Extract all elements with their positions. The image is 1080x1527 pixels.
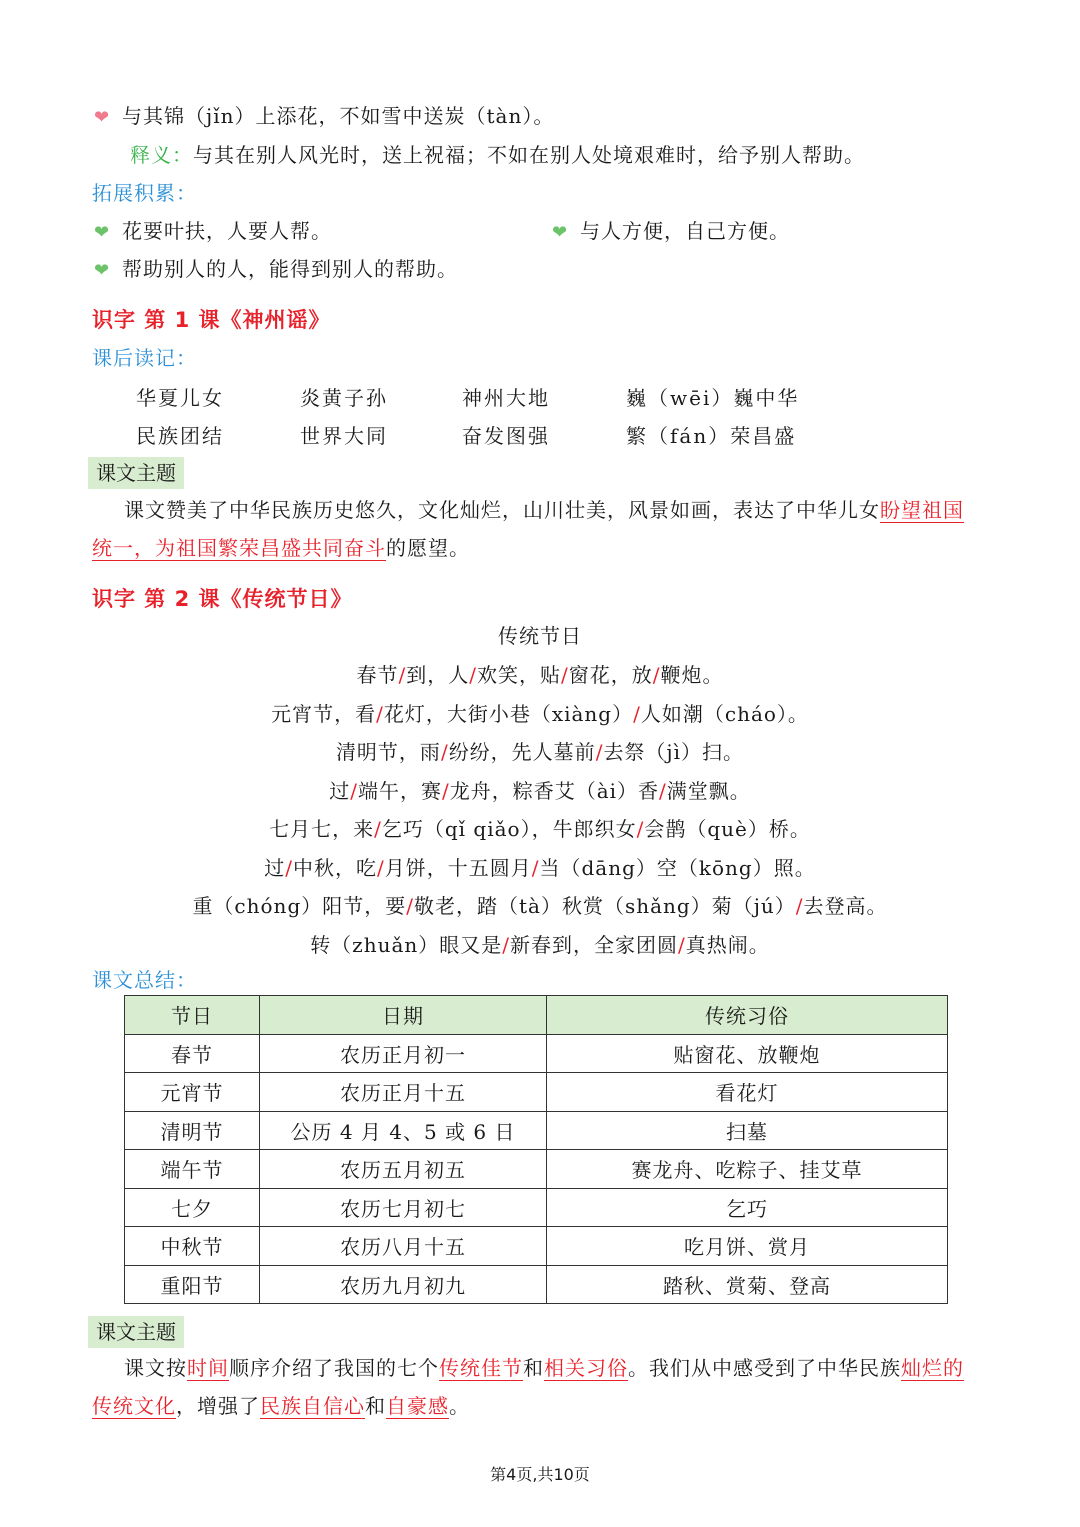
poem-line [0, 853, 1080, 883]
theme-highlight: 传统文化 [92, 1394, 176, 1418]
poem-segment: 鞭炮。 [660, 663, 724, 687]
theme-highlight: 相关习俗 [544, 1356, 628, 1380]
table-cell: 农历五月初五 [260, 1150, 547, 1189]
theme-text: 和 [365, 1394, 386, 1418]
poem-segment: 中秋，吃 [292, 855, 377, 880]
table-cell: 农历正月初一 [260, 1034, 547, 1073]
festival-table [124, 995, 948, 1304]
poem-segment: 清明节，雨 [335, 740, 441, 764]
theme-text: 课文赞美了中华民族历史悠久，文化灿烂，山川壮美，风景如画，表达了中华儿女 [124, 498, 880, 522]
table-cell: 乞巧 [547, 1188, 948, 1227]
theme-paragraph-line [92, 1391, 470, 1421]
table-cell: 农历七月初七 [260, 1188, 547, 1227]
pause-slash: / [678, 932, 686, 957]
theme-paragraph-line [124, 495, 964, 525]
pause-slash: / [350, 778, 358, 803]
word-item: 华夏儿女 [136, 386, 224, 410]
pause-slash: / [441, 778, 450, 803]
theme-text: 的愿望。 [386, 536, 470, 560]
theme-text: ，增强了 [176, 1394, 260, 1418]
poem-line [0, 930, 1080, 960]
table-cell: 春节 [125, 1034, 260, 1073]
table-row [125, 1150, 948, 1189]
poem-segment: 花灯，大街小巷（xiàng） [383, 701, 634, 726]
idiom-meaning [130, 140, 865, 170]
page-footer: 第4页,共10页 [490, 1465, 590, 1484]
poem-line [0, 699, 1080, 729]
pause-slash: / [531, 855, 540, 880]
pause-slash: / [633, 701, 641, 726]
table-cell: 元宵节 [125, 1073, 260, 1112]
pause-slash: / [440, 740, 449, 764]
table-cell: 公历 4 月 4、5 或 6 日 [260, 1111, 547, 1150]
heart-icon: ❤ [93, 260, 111, 281]
heart-icon: ❤ [93, 222, 111, 243]
theme-paragraph-line [124, 1353, 964, 1383]
poem-segment: 纷纷，先人墓前 [448, 740, 596, 764]
poem-title: 传统节日 [498, 624, 582, 648]
pause-slash: / [376, 855, 385, 880]
table-header-row [125, 996, 948, 1035]
poem-line [0, 891, 1080, 921]
table-row [125, 1034, 948, 1073]
extension-item-text: 与人方便，自己方便。 [580, 219, 790, 243]
extension-heading: 拓展积累： [92, 181, 197, 205]
poem-segment: 元宵节，看 [271, 701, 377, 726]
review-heading: 课后读记： [92, 346, 197, 370]
theme-text: 和 [523, 1356, 544, 1380]
poem-segment: 人如潮（cháo）。 [640, 701, 809, 726]
table-cell: 重阳节 [125, 1265, 260, 1304]
lesson2-title: 识字 第 2 课《传统节日》 [92, 587, 353, 611]
idiom-line [92, 101, 554, 133]
table-row [125, 1188, 948, 1227]
poem-segment: 乞巧（qǐ qiǎo），牛郎织女 [381, 817, 637, 841]
poem-segment: 月饼，十五圆月 [384, 855, 532, 880]
heart-icon: ❤ [551, 222, 569, 243]
poem-segment: 过 [264, 855, 286, 880]
pause-slash: / [406, 894, 414, 918]
poem-segment: 端午，赛 [357, 778, 442, 803]
poem-segment: 七月七，来 [269, 817, 375, 841]
meaning-label: 释义： [130, 143, 193, 167]
theme-highlight: 传统佳节 [439, 1356, 523, 1380]
table-row [125, 1073, 948, 1112]
poem-segment: 去登高。 [803, 894, 888, 918]
poem-segment: 过 [329, 778, 351, 803]
table-row [125, 1111, 948, 1150]
table-cell: 中秋节 [125, 1227, 260, 1266]
poem-segment: 去祭（jì）扫。 [603, 740, 745, 764]
table-cell: 端午节 [125, 1150, 260, 1189]
pause-slash: / [561, 663, 569, 687]
theme-highlight: 时间 [187, 1356, 229, 1380]
idiom-text: 与其锦（jǐn）上添花，不如雪中送炭（tàn）。 [122, 104, 555, 128]
poem-segment: 欢笑，贴 [477, 663, 561, 687]
theme-tag: 课文主题 [88, 457, 184, 489]
heart-icon: ❤ [93, 107, 111, 128]
theme-highlight: 自豪感 [386, 1394, 449, 1418]
table-cell: 看花灯 [547, 1073, 948, 1112]
table-cell: 农历九月初九 [260, 1265, 547, 1304]
pause-slash: / [595, 740, 604, 764]
table-cell: 踏秋、赏菊、登高 [547, 1265, 948, 1304]
theme-highlight: 民族自信心 [260, 1394, 365, 1418]
theme-highlight: 灿烂的 [901, 1356, 964, 1380]
lesson1-title: 识字 第 1 课《神州谣》 [92, 308, 331, 332]
extension-item [92, 254, 458, 286]
table-header-cell: 传统习俗 [547, 996, 948, 1035]
pause-slash: / [652, 663, 661, 687]
poem-segment: 当（dāng）空（kōng）照。 [539, 855, 816, 880]
theme-highlight: 统一，为祖国繁荣昌盛共同奋斗 [92, 536, 386, 560]
theme-text: 课文按 [124, 1356, 187, 1380]
extension-item [550, 216, 790, 248]
theme-text: 顺序介绍了我国的七个 [229, 1356, 439, 1380]
pause-slash: / [469, 663, 477, 687]
extension-item-text: 花要叶扶，人要人帮。 [122, 219, 332, 243]
table-cell: 农历八月十五 [260, 1227, 547, 1266]
table-body [125, 1034, 948, 1304]
table-cell: 吃月饼、赏月 [547, 1227, 948, 1266]
poem-segment: 到，人 [406, 663, 470, 687]
word-item: 炎黄子孙 [300, 386, 388, 410]
theme-highlight: 盼望祖国 [880, 498, 964, 522]
meaning-text: 与其在别人风光时，送上祝福；不如在别人处境艰难时，给予别人帮助。 [193, 143, 865, 167]
poem-line [0, 776, 1080, 806]
poem-segment: 龙舟，粽香艾（ài）香 [449, 778, 660, 803]
summary-heading: 课文总结： [92, 968, 197, 992]
pause-slash: / [502, 932, 511, 957]
word-item: 繁（fán）荣昌盛 [626, 424, 797, 448]
word-item: 巍（wēi）巍中华 [626, 386, 800, 410]
table-cell: 清明节 [125, 1111, 260, 1150]
poem-segment: 会鹊（què）桥。 [644, 817, 811, 841]
theme-text: 。 [449, 1394, 470, 1418]
pause-slash: / [285, 855, 293, 880]
pause-slash: / [795, 894, 804, 918]
theme-tag: 课文主题 [88, 1316, 184, 1348]
pause-slash: / [659, 778, 667, 803]
poem-segment: 转（zhuǎn）眼又是 [310, 932, 503, 957]
table-cell: 赛龙舟、吃粽子、挂艾草 [547, 1150, 948, 1189]
poem-segment: 满堂飘。 [666, 778, 751, 803]
theme-paragraph-line [92, 533, 470, 563]
poem-segment: 真热闹。 [685, 932, 770, 957]
poem-segment: 重（chóng）阳节，要 [192, 894, 407, 918]
table-row [125, 1227, 948, 1266]
pause-slash: / [636, 817, 645, 841]
table-cell: 农历正月十五 [260, 1073, 547, 1112]
poem-line [0, 737, 1080, 767]
pause-slash: / [374, 817, 382, 841]
table-header-cell: 日期 [260, 996, 547, 1035]
table-row [125, 1265, 948, 1304]
pause-slash: / [398, 663, 407, 687]
pause-slash: / [376, 701, 384, 726]
poem-line [0, 660, 1080, 690]
table-cell: 七夕 [125, 1188, 260, 1227]
table-header-cell: 节日 [125, 996, 260, 1035]
poem-segment: 新春到，全家团圆 [510, 932, 679, 957]
table-cell: 贴窗花、放鞭炮 [547, 1034, 948, 1073]
word-item: 世界大同 [300, 424, 388, 448]
poem-segment: 春节 [356, 663, 399, 687]
extension-item [92, 216, 332, 248]
poem-line [0, 814, 1080, 844]
word-item: 神州大地 [462, 386, 550, 410]
word-item: 民族团结 [136, 424, 224, 448]
poem-segment: 窗花，放 [568, 663, 653, 687]
poem-segment: 敬老，踏（tà）秋赏（shǎng）菊（jú） [414, 894, 796, 918]
theme-text: 。我们从中感受到了中华民族 [628, 1356, 901, 1380]
word-item: 奋发图强 [462, 424, 550, 448]
extension-item-text: 帮助别人的人，能得到别人的帮助。 [122, 257, 458, 281]
table-cell: 扫墓 [547, 1111, 948, 1150]
